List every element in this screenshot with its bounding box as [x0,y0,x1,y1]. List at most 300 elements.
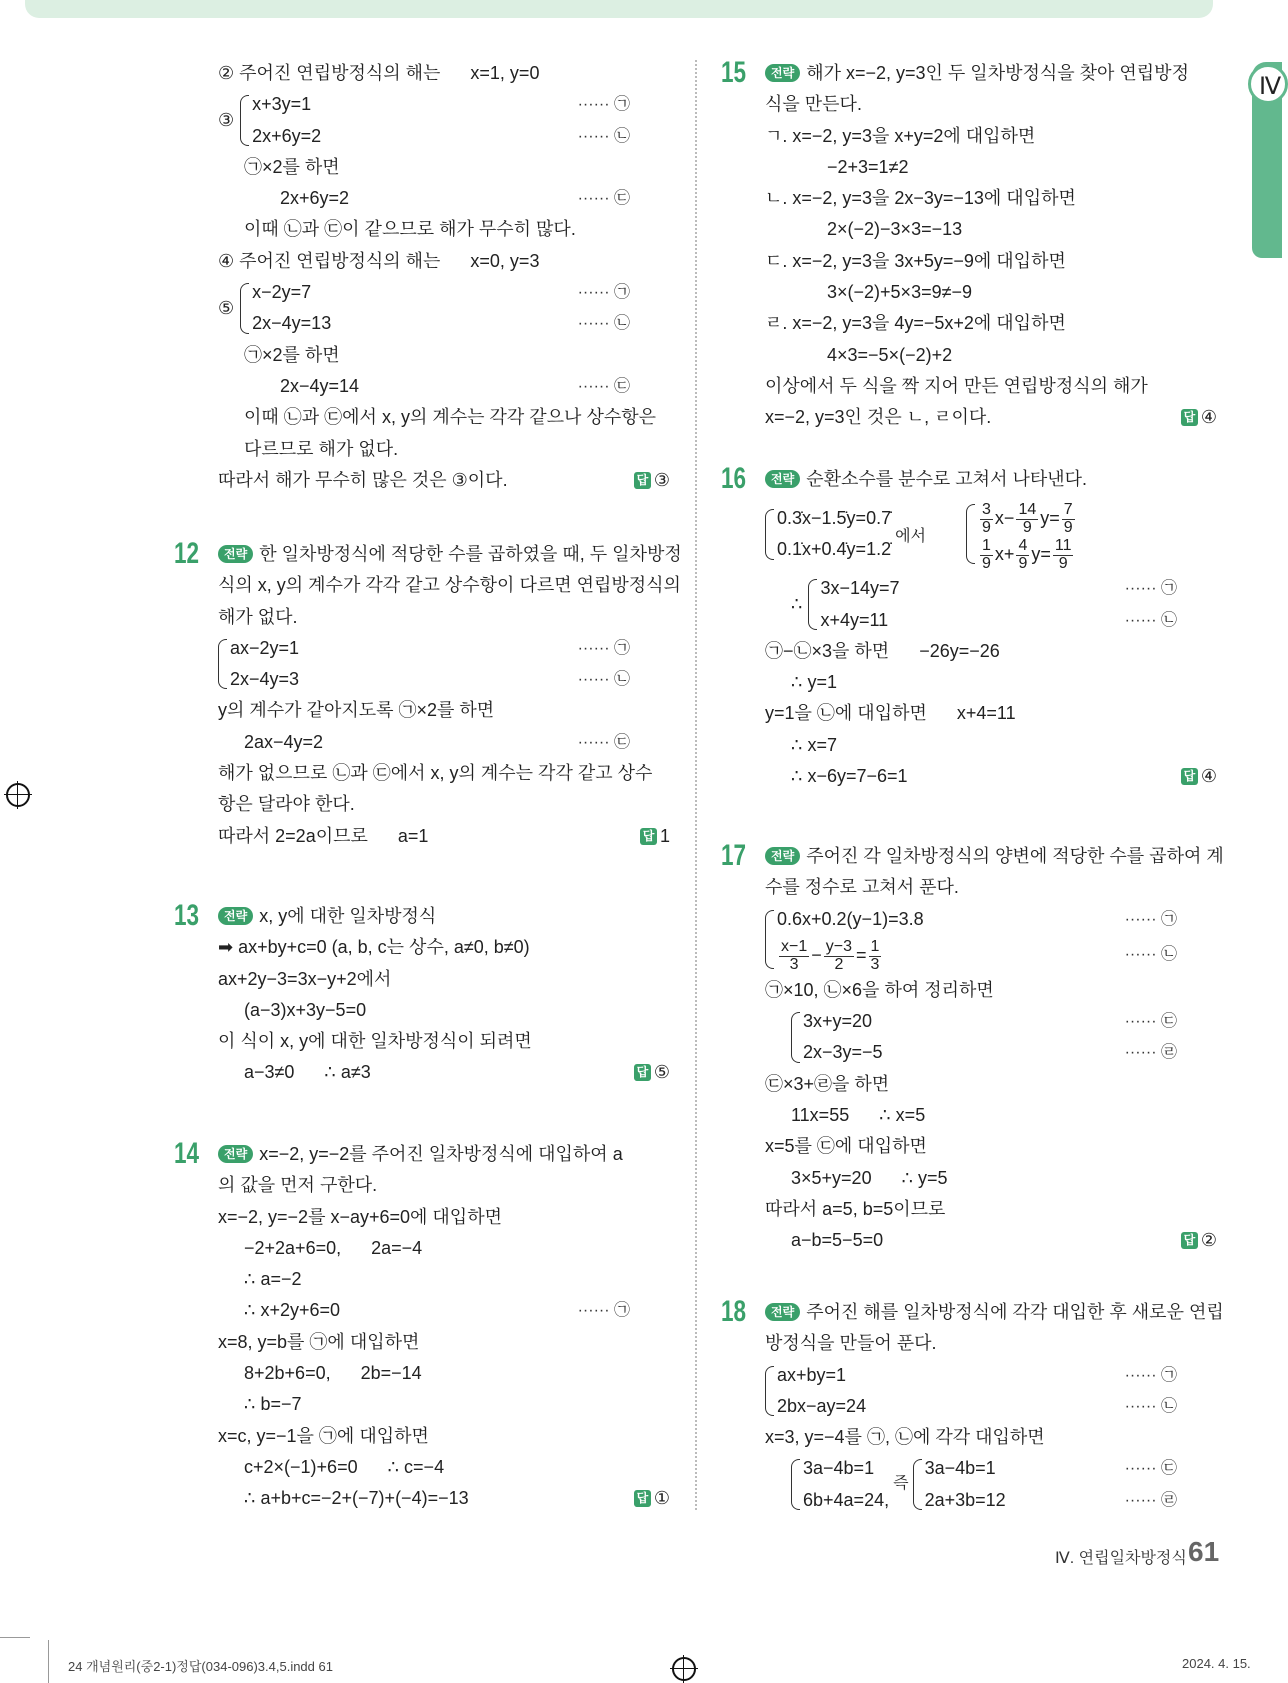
math-text: x+ [994,544,1015,565]
strategy-text: 해가 없다. [218,606,298,627]
brace-icon [765,509,774,560]
solution-line [218,932,670,963]
system-rows [925,1453,1217,1516]
slug-date: 2024. 4. 15. [1182,1656,1251,1671]
fraction [779,939,809,974]
solution-text: (a−3)x+3y−5=0 [244,999,367,1020]
equation-system [765,904,1217,975]
equation: 2bx−ay=24 [777,1395,867,1416]
solution-line [765,1194,1217,1225]
solution-line [765,975,1217,1006]
fraction [824,939,854,974]
strategy-badge: 전략 [218,1145,253,1163]
problem-block [721,462,1217,792]
system-rows [803,1006,1217,1069]
solution-line [765,1422,1217,1453]
solution-line [218,1057,670,1088]
solution-text: ∴ x−6y=7−6=1 [791,766,908,787]
answer [1181,1225,1217,1256]
solution-text: 이 식이 x, y에 대한 일차방정식이 되려면 [218,1031,532,1052]
solution-text: a−b=5−5=0 [791,1230,884,1251]
equation-tag: ······ ㉡ [1124,1397,1177,1415]
strategy-line [218,570,681,601]
solution-line [765,698,1217,729]
denominator: 2 [834,955,844,973]
solution-text: ∴ b=−7 [244,1394,302,1415]
strategy-line [218,1139,670,1170]
equation-tag: ······ ㉣ [1124,1491,1177,1509]
equation-row [252,308,670,339]
solution-text: ∴ a=−2 [244,1269,302,1290]
strategy-line [765,1328,1217,1359]
strategy-line [765,872,1217,903]
solution-text: x=5를 ㉢에 대입하면 [765,1136,927,1157]
solution-text: 항은 달라야 한다. [218,794,355,815]
equation-system [218,89,670,152]
equation: x+4y=11 [820,609,889,630]
equation-row [252,121,670,152]
solution-line [218,1389,670,1420]
equation-row [777,1360,1217,1391]
equation: x+3y=1 [252,94,312,115]
equation-row [925,1485,1217,1516]
solution-text: 2×(−2)−3×3=−13 [827,219,963,240]
equation-system [218,277,670,340]
denominator: 3 [789,955,799,973]
equation: 6b+4a=24, [803,1489,890,1510]
solution-line [218,1233,670,1264]
solution-text: x=−2, y=3인 것은 ㄴ, ㄹ이다. [765,407,992,428]
solution-text: ∴ x=7 [791,734,837,755]
problem-number: 16 [721,462,747,495]
solution-text: ㉠×2를 하면 [244,156,340,177]
problem-number: 17 [721,839,747,872]
solution-line [765,402,1217,433]
equation: 0.3̇x−1.5̇y=0.7̇ [777,508,892,528]
math-text: x− [994,508,1015,529]
problem-number: 12 [174,537,200,570]
crop-mark [0,1637,30,1638]
strategy-badge: 전략 [765,1303,800,1321]
solution-line [218,789,670,820]
equation-row [925,1453,1217,1484]
solution-text: x=c, y=−1을 ㉠에 대입하면 [218,1425,429,1446]
header-band [25,0,1213,18]
strategy-badge: 전략 [765,64,800,82]
equation: 2x−4y=13 [252,313,332,334]
solution-line [765,214,1217,245]
strategy-text: 해가 x=−2, y=3인 두 일차방정식을 찾아 연립방정 [806,63,1189,83]
system-label: ③ [218,110,235,131]
solution-line [218,1452,670,1483]
solution-line [765,152,1217,183]
solution-line [218,1358,670,1389]
solution-text: 4×3=−5×(−2)+2 [827,344,953,365]
equation-system [765,573,1217,636]
registration-mark-icon [6,783,30,807]
equation-row [803,1006,1217,1037]
solution-text: ② 주어진 연립방정식의 해는 x=1, y=0 [218,63,540,83]
equation-tag: ······ ㉠ [577,96,630,114]
equation: 3x−14y=7 [820,578,900,599]
equation-row [978,498,1077,537]
fraction [1053,538,1074,573]
answer [634,1057,670,1088]
numerator: 1 [982,537,991,555]
equation: 2x−4y=3 [230,669,300,690]
equation-row [803,1453,889,1484]
equation-row [803,1037,1217,1068]
solution-line [218,1327,670,1358]
solution-text: 3×(−2)+5×3=9≠−9 [827,282,973,303]
answer-value: 1 [659,825,670,846]
solution-line [218,246,670,277]
equation-system [791,1453,889,1516]
fraction-system [966,498,1077,573]
strategy-badge: 전략 [765,470,800,488]
solution-line [765,246,1217,277]
brace-icon [913,1459,922,1510]
equation: 3a−4b=1 [924,1458,996,1479]
equation-tag: ······ ㉢ [1124,1460,1177,1478]
solution-line [765,277,1217,308]
answer-value: ③ [653,469,670,490]
answer-icon: 답 [634,1064,651,1081]
solution-line [765,183,1217,214]
numerator: 14 [1018,501,1037,519]
solution-line [218,727,670,758]
solution-line [218,1026,670,1057]
solution-line [218,434,670,465]
answer-icon: 답 [634,1490,651,1507]
solution-line [765,308,1217,339]
system-rows [252,277,670,340]
solution-line [218,1264,670,1295]
numerator: 7 [1063,501,1073,519]
chapter-tab-label: Ⅳ [1248,64,1288,104]
substituted-systems [765,1453,1217,1516]
equation: 0.1̇x+0.4̇y=1.2̇ [777,539,892,560]
solution-line [765,1225,1217,1256]
answer-value: ① [653,1488,670,1509]
problem-block [174,899,670,1089]
answer-icon: 답 [1181,768,1198,785]
solution-line [218,821,670,852]
answer-icon: 답 [634,472,651,489]
equation-tag: ······ ㉠ [1124,1366,1177,1384]
equation-tag: ······ ㉣ [1124,1044,1177,1062]
equation-row [820,605,1217,636]
solution-text: ㄹ. x=−2, y=3을 4y=−5x+2에 대입하면 [765,313,1066,334]
answer-value: ④ [1200,407,1217,428]
problem-block [721,1295,1224,1516]
solution-line [765,121,1217,152]
brace-icon [765,1366,774,1417]
fraction [1016,502,1038,537]
solution-text: x=8, y=b를 ㉠에 대입하면 [218,1331,420,1352]
equation: 2x−3y=−5 [803,1042,883,1063]
equation-row [252,89,670,120]
solution-line [218,1202,670,1233]
solution-text: ㄱ. x=−2, y=3을 x+y=2에 대입하면 [765,125,1036,146]
solution-text: −2+3=1≠2 [827,156,909,177]
equation-tag: ······ ㉠ [577,1302,630,1320]
equation-row [777,503,891,534]
equation: 3a−4b=1 [803,1458,875,1479]
solution-text: 2ax−4y=2 [244,731,324,752]
numerator: 4 [1018,537,1028,555]
solution-text: 따라서 2=2a이므로 a=1 [218,825,429,846]
equation-tag: ······ ㉡ [577,671,630,689]
strategy-line [218,602,670,633]
strategy-line [765,58,1217,89]
solution-text: y=1을 ㉡에 대입하면 x+4=11 [765,703,1016,724]
equation-tag: ······ ㉡ [1124,611,1177,629]
solution-text: y의 계수가 같아지도록 ㉠×2를 하면 [218,700,495,721]
brace-icon [791,1459,800,1510]
solution-line [765,761,1217,792]
problem-block [174,1137,670,1515]
denominator: 9 [982,519,991,537]
solution-line [765,340,1217,371]
equation-row [777,534,891,565]
equation-tag: ······ ㉠ [1124,910,1177,928]
solution-text: 이때 ㉡과 ㉢에서 x, y의 계수는 각각 같으나 상수항은 [244,407,656,428]
solution-text: ∴ x+2y+6=0 [244,1300,341,1321]
fraction [1016,538,1029,573]
equation-row [978,534,1077,573]
registration-mark-icon [672,1657,696,1681]
equation: ax+by=1 [777,1364,847,1385]
numerator: x−1 [781,937,808,955]
solution-text: ④ 주어진 연립방정식의 해는 x=0, y=3 [218,250,540,271]
solution-line [218,58,670,89]
strategy-text: 주어진 각 일차방정식의 양변에 적당한 수를 곱하여 계 [806,846,1224,866]
strategy-line [218,1170,670,1201]
problem-block [721,839,1224,1257]
solution-text: 따라서 a=5, b=5이므로 [765,1198,946,1219]
equation-row [777,935,1217,975]
strategy-text: 식을 만든다. [765,94,862,115]
brace-icon [765,910,774,969]
solution-text: 11x=55 ∴ x=5 [791,1105,926,1126]
equation-row [777,1391,1217,1422]
strategy-text: x, y에 대한 일차방정식 [259,906,437,926]
answer [1181,402,1217,433]
solution-line [765,636,1217,667]
equation-tag: ······ ㉡ [1124,945,1177,963]
solution-line [218,152,670,183]
connector-text: 에서 [895,527,927,545]
strategy-line [765,464,1217,495]
numerator: 1 [870,937,880,955]
answer-icon: 답 [1181,409,1198,426]
solution-text: x=3, y=−4를 ㉠, ㉡에 각각 대입하면 [765,1427,1045,1448]
equation-tag: ······ ㉠ [1124,580,1177,598]
fraction [1062,502,1075,537]
denominator: 9 [1022,519,1032,537]
solution-line [765,667,1217,698]
solution-text: a−3≠0 ∴ a≠3 [244,1062,371,1083]
solution-text: ∴ a+b+c=−2+(−7)+(−4)=−13 [244,1488,469,1509]
solution-line [765,1069,1217,1100]
strategy-line [765,841,1224,872]
brace-icon [240,283,249,334]
strategy-text: 주어진 해를 일차방정식에 각각 대입한 후 새로운 연립 [806,1302,1224,1322]
system-rows [803,1453,889,1516]
system-rows [777,503,891,566]
equation-system [765,1360,1217,1423]
answer [634,465,670,496]
solution-text: 이상에서 두 식을 짝 지어 만든 연립방정식의 해가 [765,375,1148,396]
answer-icon: 답 [1181,1232,1198,1249]
section-title: Ⅳ. 연립일차방정식 [1055,1550,1187,1567]
answer-value: ② [1200,1230,1217,1251]
equation-tag: ······ ㉠ [577,639,630,657]
strategy-badge: 전략 [218,545,253,563]
solution-text: 2x+6y=2 [280,188,350,209]
equation-tag: ······ ㉢ [1124,1013,1177,1031]
repeating-decimal-block [765,495,1217,573]
brace-icon [791,1012,800,1063]
solution-line [218,465,670,496]
system-rows [252,89,670,152]
system-rows [777,1360,1217,1423]
solution-line [765,1163,1217,1194]
equation-row [230,633,670,664]
answer [640,821,670,852]
connector-text: 즉 [893,1475,909,1493]
problem-number: 18 [721,1295,747,1328]
strategy-text: 한 일차방정식에 적당한 수를 곱하였을 때, 두 일차방정 [259,544,682,564]
answer [1181,761,1217,792]
denominator: 3 [870,955,880,973]
system-label: ∴ [791,594,803,615]
solution-text: 2x−4y=14 [280,375,360,396]
strategy-line [218,901,670,932]
equation-system [913,1453,1217,1516]
equation: ax−2y=1 [230,637,300,658]
solution-text: 다르므로 해가 없다. [244,438,399,459]
equation-system [765,1006,1217,1069]
equation: 2a+3b=12 [924,1489,1006,1510]
equation-tag: ······ ㉢ [577,190,630,208]
equation-system [218,633,670,696]
numerator: 3 [982,501,991,519]
solution-line [218,402,670,433]
solution-text: 이때 ㉡과 ㉢이 같으므로 해가 무수히 많다. [244,219,576,240]
fraction [869,939,882,974]
denominator: 9 [1018,555,1028,573]
system-rows [230,633,670,696]
solution-line [218,1295,670,1326]
equation-tag: ······ ㉠ [577,284,630,302]
math-text: y= [1031,544,1051,565]
solution-line [218,758,670,789]
answer [634,1483,670,1514]
solution-line [218,183,670,214]
math-text: = [856,944,867,965]
solution-line [218,964,670,995]
problem-block [174,537,682,852]
equation: 3x+y=20 [803,1011,873,1032]
equation-row [252,277,670,308]
answer-icon: 답 [640,828,657,845]
solution-text: −2+2a+6=0, 2a=−4 [244,1237,423,1258]
system-rows [978,498,1077,573]
strategy-line [765,1297,1224,1328]
equation: 2x+6y=2 [252,125,322,146]
solution-text: ∴ y=1 [791,672,837,693]
brace-icon [240,95,249,146]
strategy-text: 의 값을 먼저 구한다. [218,1175,378,1196]
equation-tag: ······ ㉡ [577,315,630,333]
answer-value: ⑤ [653,1062,670,1083]
problem-block [218,58,670,496]
solution-text: ㉠×2를 하면 [244,344,340,365]
solution-text: ㉠−㉡×3을 하면 −26y=−26 [765,640,1000,661]
solution-text: 8+2b+6=0, 2b=−14 [244,1363,422,1384]
math-text: − [811,944,822,965]
equation-tag: ······ ㉢ [577,733,630,751]
equation-row [230,664,670,695]
math-text: y= [1040,508,1060,529]
crop-mark [48,1640,49,1683]
solution-text: ㄷ. x=−2, y=3을 3x+5y=−9에 대입하면 [765,250,1066,271]
solution-text: ㉠×10, ㉡×6을 하여 정리하면 [765,979,994,1000]
equation-system [765,503,891,566]
equation-row [803,1485,889,1516]
strategy-badge: 전략 [765,847,800,865]
numerator: 11 [1054,537,1072,555]
solution-line [765,730,1217,761]
solution-line [218,1421,670,1452]
equation: 0.6x+0.2(y−1)=3.8 [777,908,924,929]
denominator: 9 [1063,519,1073,537]
solution-line [218,340,670,371]
strategy-text: 식의 x, y의 계수가 각각 같고 상수항이 다르면 연립방정식의 [218,575,681,596]
solution-line [218,214,670,245]
solution-text: 따라서 해가 무수히 많은 것은 ③이다. [218,469,508,490]
solution-text: 3×5+y=20 ∴ y=5 [791,1167,948,1188]
strategy-line [218,539,682,570]
slug-file: 24 개념원리(중2-1)정답(034-096)3.4,5.indd 61 [68,1659,333,1674]
solution-text: ㉢×3+㉣을 하면 [765,1073,890,1094]
solution-text: ➡ ax+by+c=0 (a, b, c는 상수, a≠0, b≠0) [218,937,530,958]
problem-number: 15 [721,56,747,89]
solution-text: ㄴ. x=−2, y=3을 2x−3y=−13에 대입하면 [765,188,1076,209]
solution-line [218,995,670,1026]
solution-text: ax+2y−3=3x−y+2에서 [218,968,392,989]
strategy-text: 순환소수를 분수로 고쳐서 나타낸다. [806,469,1088,489]
system-rows [777,904,1217,975]
strategy-text: 수를 정수로 고쳐서 푼다. [765,877,959,898]
denominator: 9 [982,555,991,573]
equation-tag: ······ ㉡ [577,127,630,145]
solution-line [765,1131,1217,1162]
solution-line [218,1483,670,1514]
brace-icon [218,639,227,690]
equation-row [820,573,1217,604]
column-divider [695,60,697,1510]
problem-block [721,56,1217,434]
fraction [980,502,993,537]
solution-line [765,371,1217,402]
numerator: y−3 [825,937,853,955]
solution-line [218,371,670,402]
solution-text: 해가 없으므로 ㉡과 ㉢에서 x, y의 계수는 각각 같고 상수 [218,763,653,784]
equation-row [777,904,1217,935]
